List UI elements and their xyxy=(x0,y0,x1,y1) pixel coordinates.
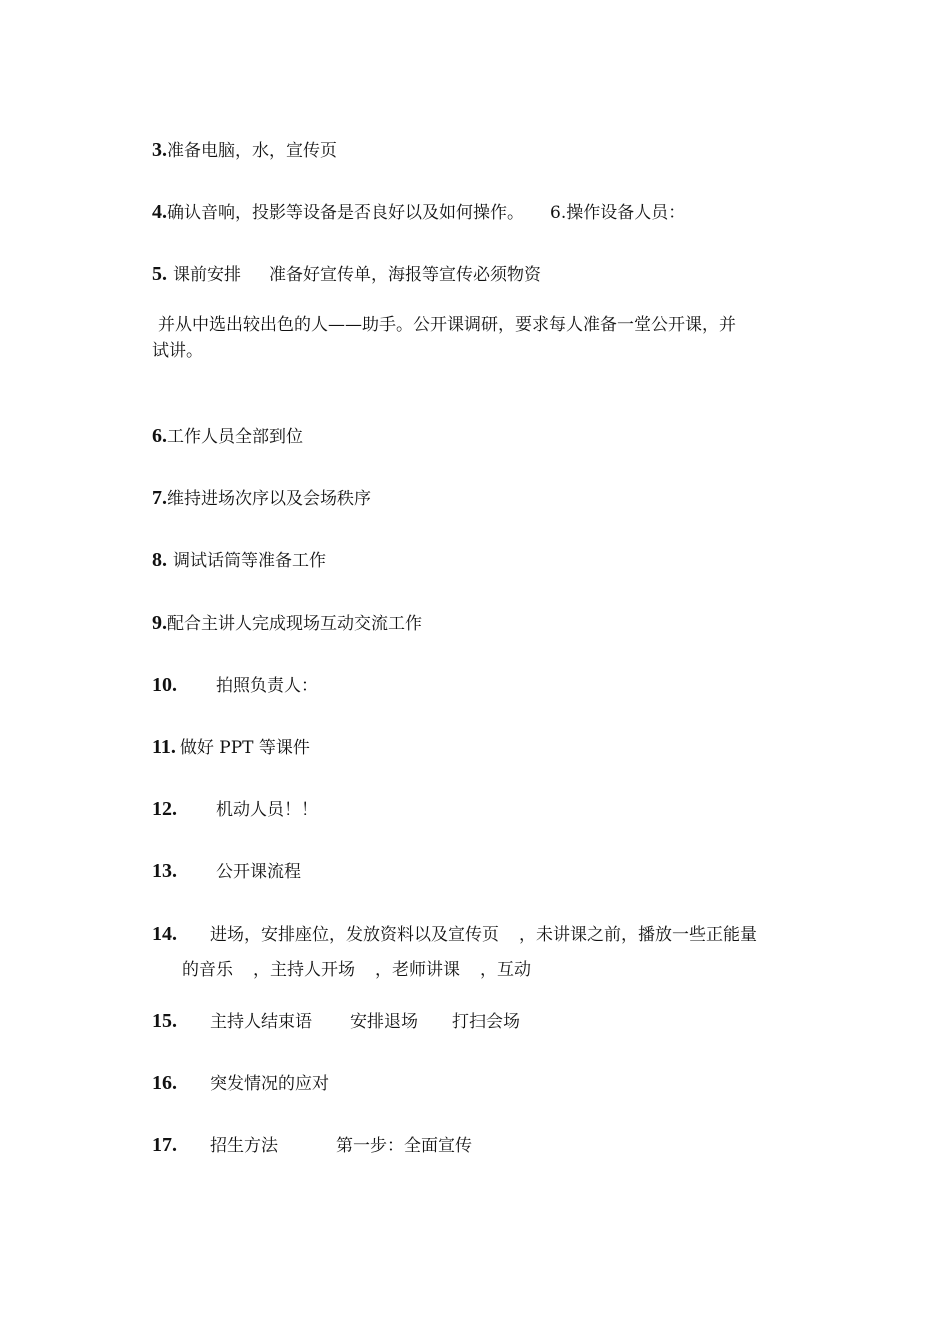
list-item xyxy=(152,923,757,946)
item-text: 确认音响，投影等设备是否良好以及如何操作。 xyxy=(167,203,524,223)
list-item xyxy=(152,612,422,635)
item-text: 突发情况的应对 xyxy=(210,1074,329,1094)
item-number: 7. xyxy=(152,487,167,509)
list-item-continuation xyxy=(182,959,531,981)
item-number: 3. xyxy=(152,139,167,161)
item-text: 进场，安排座位，发放资料以及宣传页 xyxy=(210,925,499,945)
item-text-continuation: ，主持人开场 xyxy=(253,960,355,980)
item-text: 主持人结束语 xyxy=(210,1012,312,1032)
item-text: 维持进场次序以及会场秩序 xyxy=(167,489,371,509)
item-text: 招生方法 xyxy=(210,1136,278,1156)
item-number: 10. xyxy=(152,674,177,696)
item-number: 8. xyxy=(152,549,167,571)
item-text-secondary: 安排退场 xyxy=(350,1012,418,1032)
item-number: 14. xyxy=(152,923,177,945)
item-text: 机动人员！！ xyxy=(216,800,318,820)
item-number: 5. xyxy=(152,263,167,285)
list-item xyxy=(152,201,685,224)
item-text-secondary: 6.操作设备人员： xyxy=(550,203,686,223)
paragraph-line: 试讲。 xyxy=(152,341,203,361)
item-number: 4. xyxy=(152,201,167,223)
item-text-continuation: ，老师讲课 xyxy=(375,960,460,980)
item-text: 拍照负责人： xyxy=(216,676,318,696)
item-text: 配合主讲人完成现场互动交流工作 xyxy=(167,614,422,634)
item-text: 调试话筒等准备工作 xyxy=(173,551,326,571)
item-number: 13. xyxy=(152,860,177,882)
item-text-tertiary: 打扫会场 xyxy=(452,1012,520,1032)
item-text: 公开课流程 xyxy=(216,862,301,882)
item-text-continuation: 的音乐 xyxy=(182,960,233,980)
item-text: 做好 PPT 等课件 xyxy=(179,738,310,758)
list-item xyxy=(152,549,326,572)
list-item xyxy=(152,860,301,883)
paragraph-line: 并从中选出较出色的人——助手。公开课调研，要求每人准备一堂公开课，并 xyxy=(158,315,736,335)
item-number: 9. xyxy=(152,612,167,634)
item-number: 17. xyxy=(152,1134,177,1156)
list-item xyxy=(152,798,318,821)
item-text-secondary: 第一步：全面宣传 xyxy=(336,1136,472,1156)
list-item xyxy=(152,674,318,697)
list-item xyxy=(152,487,371,510)
list-item xyxy=(152,139,337,162)
item-number: 11. xyxy=(152,736,176,758)
item-number: 6. xyxy=(152,425,167,447)
body-paragraph xyxy=(152,312,802,364)
list-item xyxy=(152,1010,520,1033)
list-item xyxy=(152,1134,472,1157)
item-text-secondary: 准备好宣传单，海报等宣传必须物资 xyxy=(269,265,541,285)
item-text: 课前安排 xyxy=(173,265,241,285)
item-text-secondary: ，未讲课之前，播放一些正能量 xyxy=(519,925,757,945)
item-text: 工作人员全部到位 xyxy=(167,427,303,447)
item-text-continuation: ，互动 xyxy=(480,960,531,980)
list-item xyxy=(152,1072,329,1095)
list-item xyxy=(152,263,541,286)
list-item xyxy=(152,736,310,759)
list-item xyxy=(152,425,303,448)
item-text: 准备电脑，水，宣传页 xyxy=(167,141,337,161)
item-number: 12. xyxy=(152,798,177,820)
item-number: 16. xyxy=(152,1072,177,1094)
item-number: 15. xyxy=(152,1010,177,1032)
